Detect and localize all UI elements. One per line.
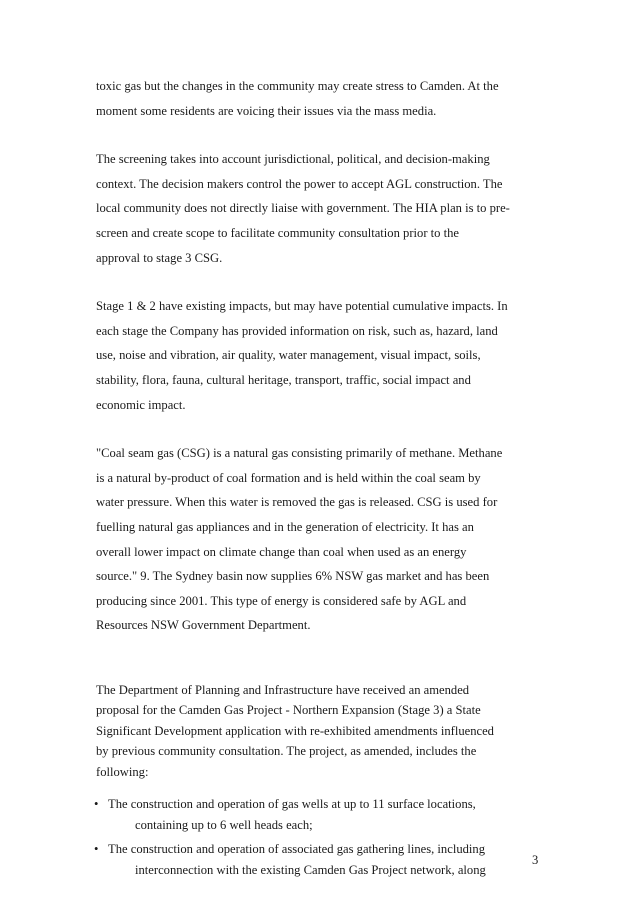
document-body xyxy=(96,74,548,880)
text-line: overall lower impact on climate change than coal when used as an energy xyxy=(96,544,467,559)
text-line: context. The decision makers control the power to accept AGL construction. The xyxy=(96,176,503,191)
text-line: following: xyxy=(96,764,149,779)
text-line: economic impact. xyxy=(96,397,186,412)
text-line: Significant Development application with re-exhibited amendments influenced xyxy=(96,723,494,738)
paragraph-csg-definition xyxy=(96,441,548,638)
text-line: water pressure. When this water is removed the gas is released. CSG is used for xyxy=(96,495,498,510)
text-line: local community does not directly liaise with government. The HIA plan is to pre- xyxy=(96,201,510,216)
page-number: 3 xyxy=(532,853,539,867)
paragraph-stage-impacts xyxy=(96,294,548,417)
paragraph-department-proposal xyxy=(96,680,548,783)
text-line: Resources NSW Government Department. xyxy=(96,618,311,633)
text-line: source." 9. The Sydney basin now supplies 6% NSW gas market and has been xyxy=(96,569,490,584)
text-line: The screening takes into account jurisdictional, political, and decision-making xyxy=(96,152,490,167)
text-line: proposal for the Camden Gas Project - Northern Expansion (Stage 3) a State xyxy=(96,703,481,718)
list-item xyxy=(96,839,548,880)
text-line: is a natural by-product of coal formation and is held within the coal seam by xyxy=(96,470,481,485)
list-item-text: The construction and operation of associated gas gathering lines, including xyxy=(108,842,486,857)
text-line: fuelling natural gas appliances and in the generation of electricity. It has an xyxy=(96,519,474,534)
list-item xyxy=(96,794,548,835)
text-line: The Department of Planning and Infrastructure have received an amended xyxy=(96,682,470,697)
text-line: toxic gas but the changes in the community may create stress to Camden. At the xyxy=(96,79,499,93)
list-item-text: The construction and operation of gas wells at up to 11 surface locations, xyxy=(108,797,476,812)
bullet-icon: • xyxy=(94,797,99,812)
text-line: moment some residents are voicing their issues via the mass media. xyxy=(96,103,437,118)
paragraph-screening xyxy=(96,147,548,270)
text-line: "Coal seam gas (CSG) is a natural gas consisting primarily of methane. Methane xyxy=(96,446,503,461)
list-item-continuation: containing up to 6 well heads each; xyxy=(135,817,313,832)
list-item-continuation: interconnection with the existing Camden Gas Project network, along xyxy=(135,862,486,877)
text-line: screen and create scope to facilitate community consultation prior to the xyxy=(96,225,459,240)
text-line: Stage 1 & 2 have existing impacts, but may have potential cumulative impacts. In xyxy=(96,299,508,314)
paragraph-community-stress xyxy=(96,74,548,123)
text-line: approval to stage 3 CSG. xyxy=(96,250,223,265)
text-line: producing since 2001. This type of energy is considered safe by AGL and xyxy=(96,593,467,608)
text-line: stability, flora, fauna, cultural heritage, transport, traffic, social impact and xyxy=(96,372,471,387)
bullet-list xyxy=(96,794,548,880)
text-line: use, noise and vibration, air quality, water management, visual impact, soils, xyxy=(96,348,481,363)
bullet-icon: • xyxy=(94,842,99,857)
text-line: each stage the Company has provided information on risk, such as, hazard, land xyxy=(96,323,498,338)
text-line: by previous community consultation. The project, as amended, includes the xyxy=(96,744,477,759)
